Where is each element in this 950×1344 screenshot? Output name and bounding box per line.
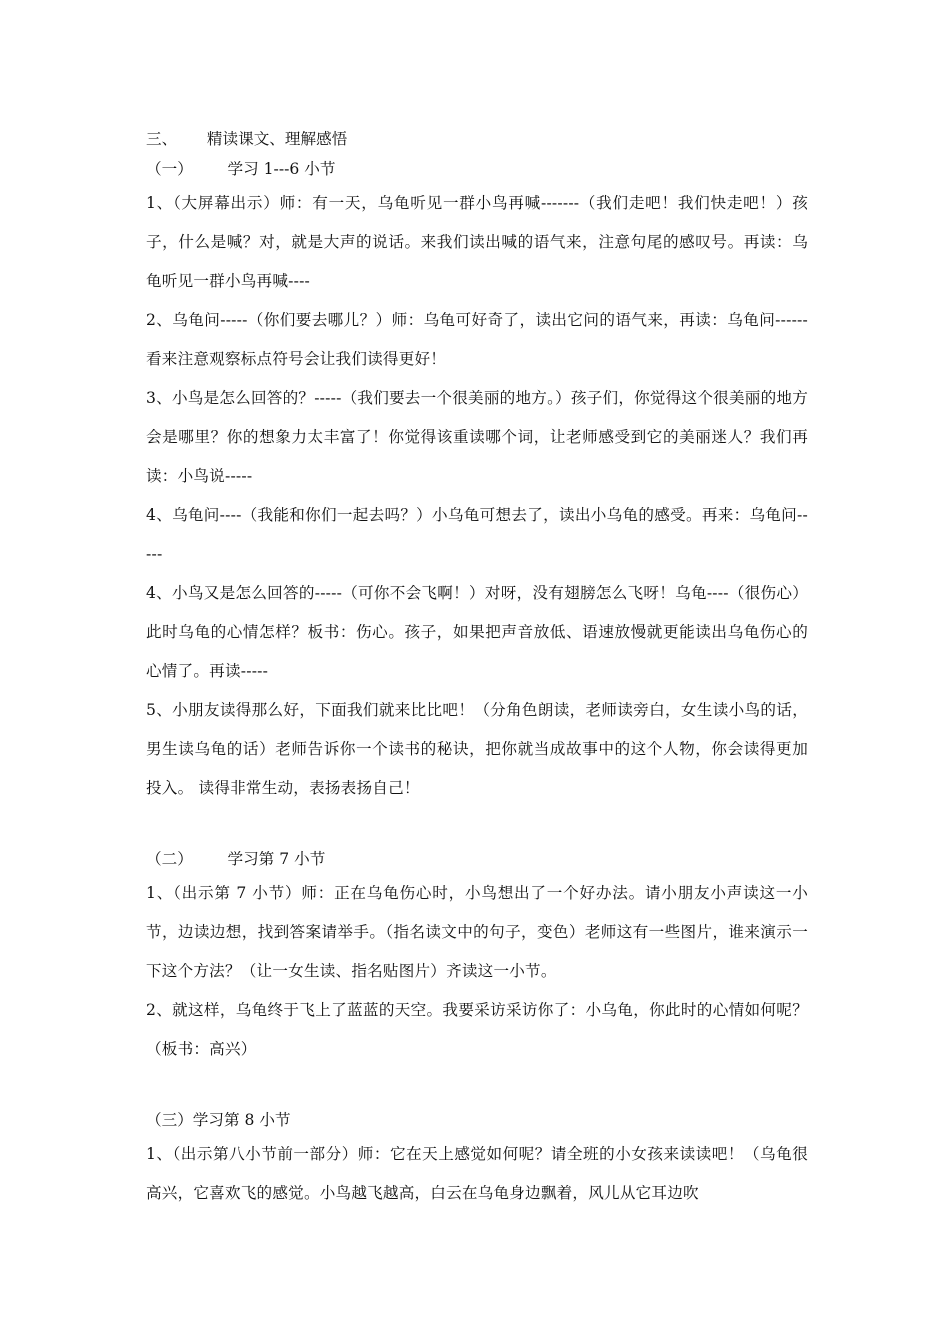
subsection-title-1: （一） 学习 1---6 小节 [146, 160, 336, 178]
paragraph: 2、就这样，乌龟终于飞上了蓝蓝的天空。我要采访采访你了：小乌龟，你此时的心情如何呢？（板书：高兴） [146, 1001, 808, 1058]
spacer [146, 1069, 808, 1105]
paragraph: 4、小鸟又是怎么回答的-----（可你不会飞啊！）对呀，没有翅膀怎么飞呀！乌龟----（很伤心）此时乌龟的心情怎样？板书：伤心。孩子，如果把声音放低、语速放慢就更能读出乌龟伤心的心情了。再读----- [146, 584, 808, 680]
spacer [146, 808, 808, 844]
paragraph: 1、（出示第八小节前一部分）师：它在天上感觉如何呢？请全班的小女孩来读读吧！（乌龟很高兴，它喜欢飞的感觉。小鸟越飞越高，白云在乌龟身边飘着，风儿从它耳边吹 [146, 1145, 808, 1202]
paragraph: 2、乌龟问-----（你们要去哪儿？）师：乌龟可好奇了，读出它问的语气来，再读：乌龟问------ 看来注意观察标点符号会让我们读得更好！ [146, 311, 808, 368]
paragraph: 1、（大屏幕出示）师：有一天，乌龟听见一群小鸟再喊-------（我们走吧！我们快走吧！）孩子，什么是喊？对，就是大声的说话。来我们读出喊的语气来，注意句尾的感叹号。再读：乌龟听见一群小鸟再喊---- [146, 194, 808, 290]
paragraph: 5、小朋友读得那么好，下面我们就来比比吧！（分角色朗读，老师读旁白，女生读小鸟的话，男生读乌龟的话）老师告诉你一个读书的秘诀，把你就当成故事中的这个人物，你会读得更加投入。 读得非常生动，表扬表扬自己！ [146, 701, 808, 797]
paragraph: 3、小鸟是怎么回答的？-----（我们要去一个很美丽的地方。）孩子们，你觉得这个很美丽的地方会是哪里？你的想象力太丰富了！你觉得该重读哪个词，让老师感受到它的美丽迷人？我们再读：小鸟说----- [146, 389, 808, 485]
section-title: 三、 精读课文、理解感悟 [146, 130, 348, 148]
paragraph: 1、（出示第 7 小节）师：正在乌龟伤心时，小鸟想出了一个好办法。请小朋友小声读这一小节，边读边想，找到答案请举手。（指名读文中的句子，变色）老师这有一些图片，谁来演示一下这个方法？（让一女生读、指名贴图片）齐读这一小节。 [146, 884, 808, 980]
document-content [146, 124, 808, 1213]
subsection-title-3: （三）学习第 8 小节 [146, 1111, 291, 1129]
subsection-title-2: （二） 学习第 7 小节 [146, 850, 326, 868]
paragraph: 4、乌龟问----（我能和你们一起去吗？）小乌龟可想去了，读出小乌龟的感受。再来：乌龟问----- [146, 506, 808, 563]
